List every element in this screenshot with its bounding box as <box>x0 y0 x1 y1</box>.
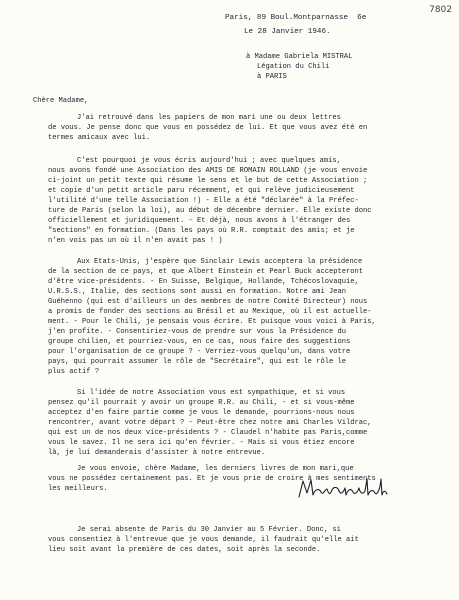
body-line: U.R.S.S., Italie, des sections sont aussi en formation. Notre ami Jean <box>48 288 346 296</box>
body-line: vous ne possédez certainement pas. Et je vous prie de croire à mes sentiments <box>48 475 376 483</box>
body-line: termes amicaux avec lui. <box>48 134 151 142</box>
body-line: ture de Paris (selon la loi), au début de décembre dernier. Elle existe donc <box>48 207 372 215</box>
body-line: qui est un de nos deux vice-présidents ? - Claudel n'habite pas Paris,comme <box>48 429 368 437</box>
body-line: ci-joint un petit texte qui résume le sens et le but de cette Association ; <box>48 177 368 185</box>
body-line: Si l'idée de notre Association vous est sympathique, et si vous <box>77 389 346 397</box>
body-line: d'être vice-présidents. - En Suisse, Belgique, Hollande, Tchécoslovaquie, <box>48 278 359 286</box>
archive-reference-number: 7802 <box>429 5 452 15</box>
body-line: de vous. Je pense donc que vous en possédez de lui. Et que vous avez été en <box>48 124 368 132</box>
sender-address: Paris, 89 Boul.Montparnasse 6e <box>225 14 367 22</box>
body-line: lieu soit avant la première de ces dates, soit après la seconde. <box>48 546 321 554</box>
body-line: pensez qu'il pourrait y avoir un groupe R.R. au Chili, - et si vous-même <box>48 399 355 407</box>
body-line: acceptez d'en faire partie comme je vous le demande, pourrions-nous nous <box>48 409 355 417</box>
body-line: Je serai absente de Paris du 30 Janvier au 5 Février. Donc, si <box>77 526 341 534</box>
body-line: les meilleurs. <box>48 485 108 493</box>
handwritten-signature <box>297 475 389 501</box>
body-line: a promis de fonder des sections au Brésil et au Mexique, où il est actuelle- <box>48 308 372 316</box>
letter-date: Le 28 Janvier 1946. <box>244 28 331 36</box>
body-line: J'ai retrouvé dans les papiers de mon mari une ou deux lettres <box>77 114 341 122</box>
body-line: pays, qui pourrait assumer le rôle de "Secrétaire", qui est le rôle le <box>48 358 346 366</box>
body-line: rencontrer, avant votre départ ? - Peut-être chez notre ami Charles Vildrac, <box>48 419 372 427</box>
body-line: Je vous envoie, chère Madame, les derniers livres de mon mari,que <box>77 465 354 473</box>
body-line: de la section de ce pays, et que Albert Einstein et Pearl Buck accepteront <box>48 268 364 276</box>
body-line: "sections" en formation. (Dans les pays où R.R. comptait des amis; et je <box>48 227 355 235</box>
recipient-name: à Madame Gabriela MISTRAL <box>246 53 353 61</box>
body-line: et copie d'un petit article paru récemment, et qui relève judicieusement <box>48 187 355 195</box>
body-line: plus actif ? <box>48 368 100 376</box>
body-line: j'en profite. - Consentiriez-vous de prendre sur vous la Présidence du <box>48 328 346 336</box>
body-line: Aux Etats-Unis, j'espère que Sinclair Lewis acceptera la présidence <box>77 258 363 266</box>
body-line: pour l'organisation de ce groupe ? - Verriez-vous quelqu'un, dans votre <box>48 348 351 356</box>
salutation: Chère Madame, <box>33 97 89 105</box>
body-line: officiellement et juridiquement. - Et déjà, nous avons à l'étranger des <box>48 217 351 225</box>
body-line: groupe chilien, et pourriez-vous, en ce cas, nous faire des suggestions <box>48 338 351 346</box>
body-line: ment. - Pour le Chili, je pensais vous écrire. Et puisque vous voici à Paris, <box>48 318 376 326</box>
body-line: nous avons fondé une Association des AMIS DE ROMAIN ROLLAND (je vous envoie <box>48 167 368 175</box>
body-line: là, je lui demanderais d'assister à notre entrevue. <box>48 449 266 457</box>
body-line: l'utilité d'une telle Association !) - Elle a été "déclarée" à la Préfec- <box>48 197 359 205</box>
body-line: C'est pourquoi je vous écris aujourd'hui ; avec quelques amis, <box>77 157 341 165</box>
body-line: vous consentiez à l'entrevue que je vous demande, il faudrait qu'elle ait <box>48 536 359 544</box>
recipient-city: à PARIS <box>257 73 287 81</box>
recipient-legation: Légation du Chili <box>257 63 330 71</box>
body-line: vous le savez. Il ne sera ici qu'en février. - Mais si vous étiez encore <box>48 439 355 447</box>
body-line: Guéhenno (qui est d'ailleurs un des membres de notre Comité Directeur) nous <box>48 298 368 306</box>
body-line: n'en vois pas un où il n'en avait pas ! ) <box>48 237 223 245</box>
